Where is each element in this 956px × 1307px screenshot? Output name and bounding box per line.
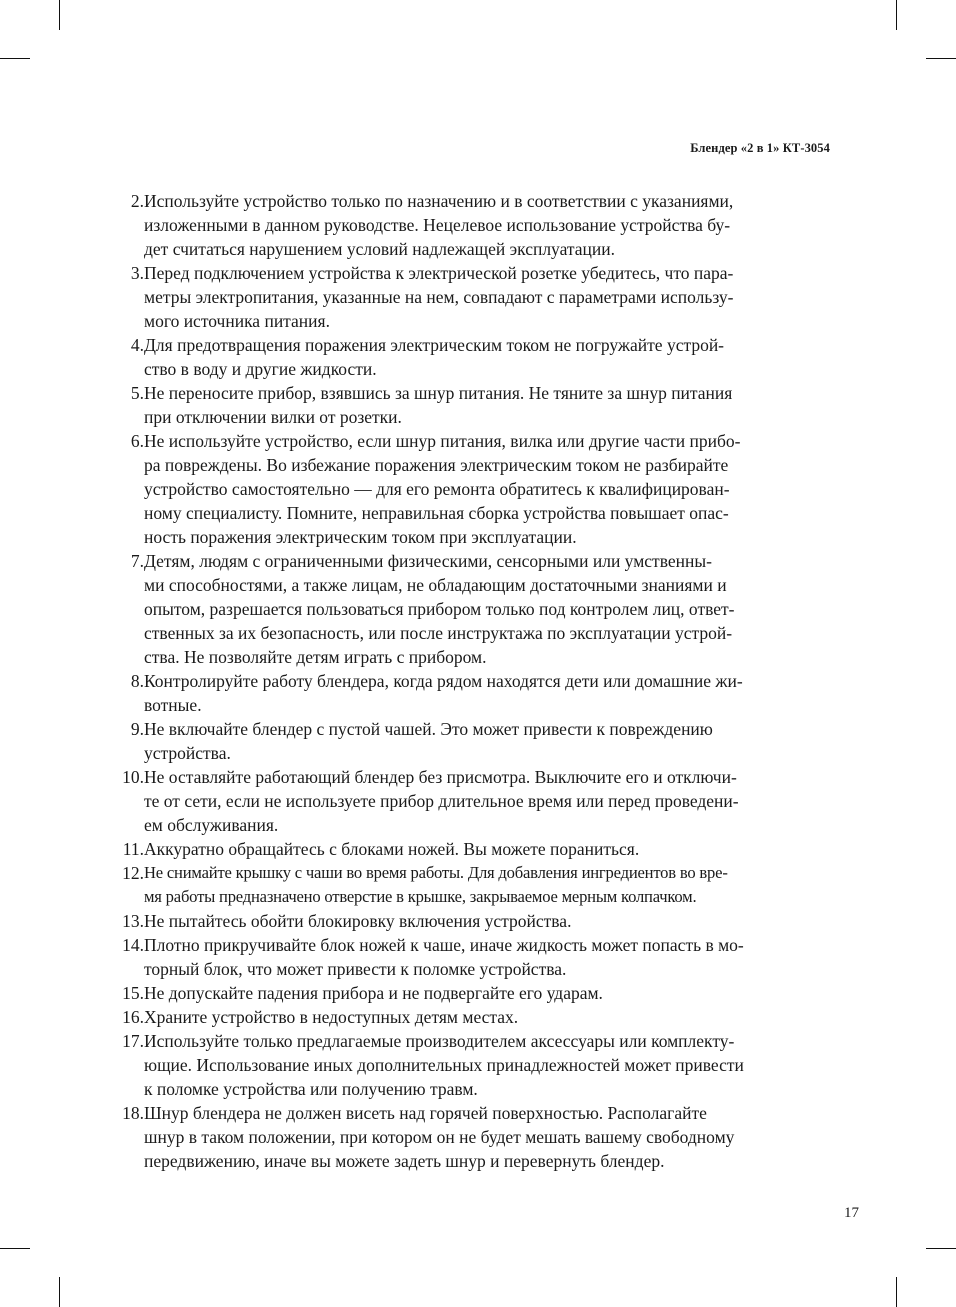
list-item-number: 14.	[122, 935, 144, 955]
text-line: Не допускайте падения прибора и не подвергайте его ударам.	[144, 983, 603, 1003]
list-item-text	[144, 765, 832, 837]
list-item	[110, 333, 832, 381]
text-line: при отключении вилки от розетки.	[144, 407, 402, 427]
list-item	[110, 1101, 832, 1173]
text-line: Не переносите прибор, взявшись за шнур питания. Не тяните за шнур питания	[144, 383, 733, 403]
text-line: ственных за их безопасность, или после инструктажа по эксплуатации устрой-	[144, 623, 733, 643]
list-item-text	[144, 1005, 832, 1029]
text-line: ми способностями, а также лицам, не обладающим достаточными знаниями и	[144, 575, 727, 595]
page-number: 17	[844, 1205, 859, 1221]
text-line: Плотно прикручивайте блок ножей к чаше, иначе жидкость может попасть в мо-	[144, 935, 744, 955]
list-item	[110, 837, 832, 861]
text-line: Храните устройство в недоступных детям местах.	[144, 1007, 519, 1027]
list-item-text	[144, 933, 832, 981]
list-item-text	[144, 429, 832, 549]
text-line: Не пытайтесь обойти блокировку включения устройства.	[144, 911, 572, 931]
list-item-number: 2.	[130, 191, 144, 211]
list-item	[110, 717, 832, 765]
text-line: Не используйте устройство, если шнур питания, вилка или другие части прибо-	[144, 431, 741, 451]
text-line: шнур в таком положении, при котором он не будет мешать вашему свободному	[144, 1127, 735, 1147]
text-line: к поломке устройства или получению травм.	[144, 1079, 478, 1099]
list-item-text	[144, 717, 832, 765]
list-item-text	[144, 549, 832, 669]
text-line: Используйте только предлагаемые производителем аксессуары или комплекту-	[144, 1031, 735, 1051]
list-item-number: 10.	[122, 767, 144, 787]
list-item	[110, 381, 832, 429]
text-line: мого источника питания.	[144, 311, 330, 331]
list-item-text	[144, 861, 832, 909]
list-item-text	[144, 261, 832, 333]
list-item-number: 12.	[122, 863, 144, 883]
list-item-text	[144, 1029, 832, 1101]
crop-mark-bottom-left-horizontal	[0, 1248, 30, 1249]
text-line: торный блок, что может привести к поломке устройства.	[144, 959, 567, 979]
crop-mark-top-right-horizontal	[926, 58, 956, 59]
crop-mark-bottom-left	[59, 1277, 60, 1307]
list-item-number: 6.	[130, 431, 144, 451]
list-item	[110, 861, 832, 909]
crop-mark-top-right	[896, 0, 897, 30]
list-item-number: 4.	[130, 335, 144, 355]
crop-mark-bottom-right-horizontal	[926, 1248, 956, 1249]
text-line: Не снимайте крышку с чаши во время работы. Для добавления ингредиентов во вре-	[144, 863, 728, 882]
list-item-text	[144, 837, 832, 861]
text-line: изложенными в данном руководстве. Нецелевое использование устройства бу-	[144, 215, 731, 235]
text-line: метры электропитания, указанные на нем, совпадают с параметрами использу-	[144, 287, 734, 307]
text-line: Используйте устройство только по назначению и в соответствии с указаниями,	[144, 191, 734, 211]
list-item	[110, 909, 832, 933]
list-item-number: 3.	[130, 263, 144, 283]
text-line: Для предотвращения поражения электрическим током не погружайте устрой-	[144, 335, 725, 355]
text-line: вотные.	[144, 695, 202, 715]
text-line: ному специалисту. Помните, неправильная сборка устройства повышает опас-	[144, 503, 729, 523]
running-header: Блендер «2 в 1» КТ-3054	[690, 141, 830, 155]
list-item-text	[144, 1101, 832, 1173]
list-item-text	[144, 981, 832, 1005]
text-line: Детям, людям с ограниченными физическими, сенсорными или умственны-	[144, 551, 712, 571]
text-line: те от сети, если не используете прибор длительное время или перед проведени-	[144, 791, 739, 811]
crop-mark-top-left-horizontal	[0, 58, 30, 59]
list-item	[110, 189, 832, 261]
text-line: ства. Не позволяйте детям играть с прибором.	[144, 647, 487, 667]
text-line: Не оставляйте работающий блендер без присмотра. Выключите его и отключи-	[144, 767, 737, 787]
text-line: мя работы предназначено отверстие в крышке, закрываемое мерным колпачком.	[144, 887, 697, 906]
list-item	[110, 1005, 832, 1029]
list-item-number: 7.	[130, 551, 144, 571]
list-item	[110, 765, 832, 837]
list-item	[110, 669, 832, 717]
text-line: ство в воду и другие жидкости.	[144, 359, 377, 379]
crop-mark-top-left	[59, 0, 60, 30]
safety-instructions-list	[110, 189, 832, 1173]
list-item	[110, 549, 832, 669]
list-item-number: 9.	[130, 719, 144, 739]
text-line: ра повреждены. Во избежание поражения электрическим током не разбирайте	[144, 455, 729, 475]
text-line: ность поражения электрическим током при эксплуатации.	[144, 527, 577, 547]
list-item-number: 5.	[130, 383, 144, 403]
list-item-text	[144, 189, 832, 261]
text-line: передвижению, иначе вы можете задеть шнур и перевернуть блендер.	[144, 1151, 665, 1171]
list-item-number: 18.	[122, 1103, 144, 1123]
text-line: устройство самостоятельно — для его ремонта обратитесь к квалифицирован-	[144, 479, 730, 499]
text-line: Аккуратно обращайтесь с блоками ножей. Вы можете пораниться.	[144, 839, 640, 859]
list-item-number: 16.	[122, 1007, 144, 1027]
list-item-number: 17.	[122, 1031, 144, 1051]
list-item	[110, 1029, 832, 1101]
list-item-text	[144, 669, 832, 717]
list-item	[110, 981, 832, 1005]
list-item-text	[144, 909, 832, 933]
text-line: Не включайте блендер с пустой чашей. Это может привести к повреждению	[144, 719, 713, 739]
crop-mark-bottom-right	[896, 1277, 897, 1307]
text-line: ем обслуживания.	[144, 815, 279, 835]
text-line: ющие. Использование иных дополнительных принадлежностей может привести	[144, 1055, 744, 1075]
list-item	[110, 261, 832, 333]
text-line: опытом, разрешается пользоваться прибором только под контролем лиц, ответ-	[144, 599, 735, 619]
list-item	[110, 429, 832, 549]
text-line: Контролируйте работу блендера, когда рядом находятся дети или домашние жи-	[144, 671, 743, 691]
list-item-text	[144, 381, 832, 429]
list-item	[110, 933, 832, 981]
list-item-number: 15.	[122, 983, 144, 1003]
text-line: устройства.	[144, 743, 231, 763]
list-item-number: 8.	[130, 671, 144, 691]
list-item-number: 13.	[122, 911, 144, 931]
list-item-text	[144, 333, 832, 381]
text-line: Шнур блендера не должен висеть над горячей поверхностью. Располагайте	[144, 1103, 707, 1123]
list-item-number: 11.	[122, 839, 144, 859]
text-line: Перед подключением устройства к электрической розетке убедитесь, что пара-	[144, 263, 734, 283]
text-line: дет считаться нарушением условий надлежащей эксплуатации.	[144, 239, 615, 259]
